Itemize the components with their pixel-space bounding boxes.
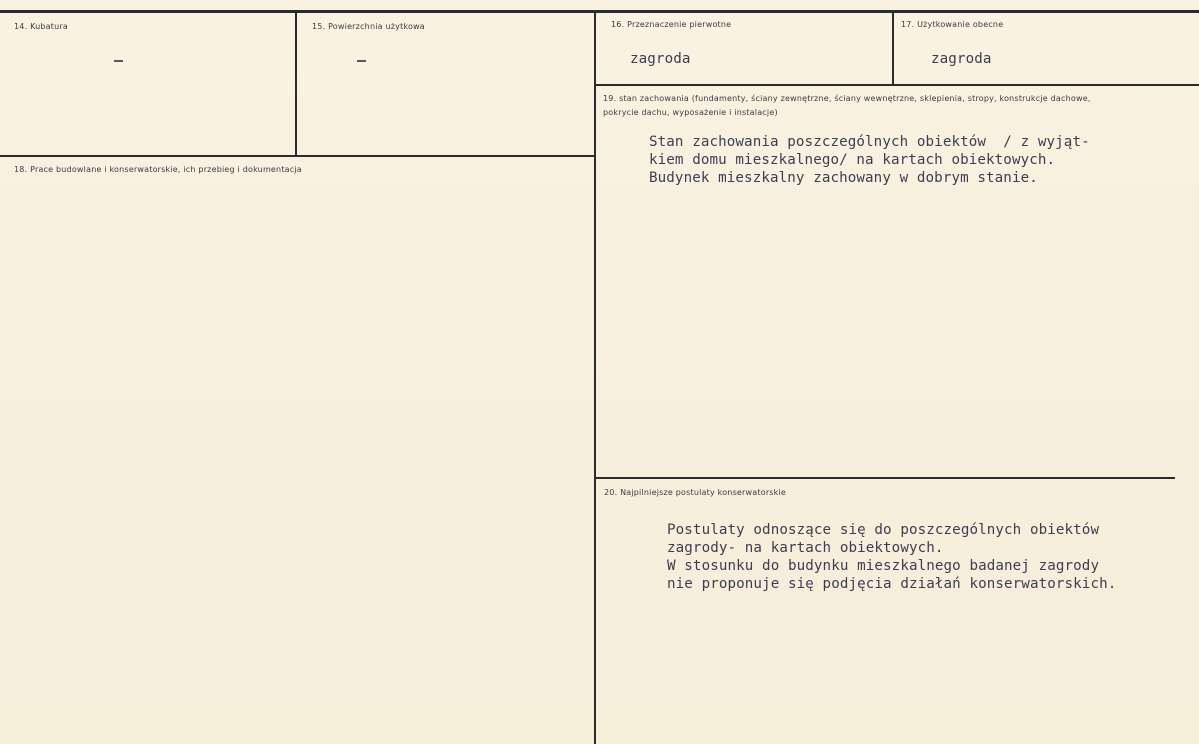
- field-16-label: 16. Przeznaczenie pierwotne: [611, 20, 732, 29]
- field-19-line-3: Budynek mieszkalny zachowany w dobrym stanie.: [649, 170, 1038, 186]
- field-19-line-1: Stan zachowania poszczególnych obiektów / z wyjąt-: [649, 134, 1090, 150]
- field-19-line-2: kiem domu mieszkalnego/ na kartach obiektowych.: [649, 152, 1056, 168]
- field-20-line-1: Postulaty odnoszące się do poszczególnych obiektów: [667, 522, 1100, 538]
- field-16-value: zagroda: [630, 51, 691, 67]
- divider-h-16-19: [594, 84, 1199, 86]
- field-20-line-3: W stosunku do budynku mieszkalnego badanej zagrody: [667, 558, 1100, 574]
- field-20-line-2: zagrody- na kartach obiektowych.: [667, 540, 944, 556]
- top-border: [0, 10, 1199, 13]
- field-17-value: zagroda: [931, 51, 992, 67]
- divider-v-16-17: [892, 12, 894, 85]
- field-14-value: [114, 60, 123, 62]
- divider-v-14-15: [295, 12, 297, 156]
- field-15-value: [357, 60, 366, 62]
- field-19-label: 19. stan zachowania (fundamenty, ściany zewnętrzne, ściany wewnętrzne, sklepienia, stropy, konstrukcje dachowe, pokrycie dachu, wyposażenie i instalacje): [603, 94, 1091, 117]
- divider-h-19-20: [594, 477, 1175, 479]
- field-15-label: 15. Powierzchnia użytkowa: [312, 22, 425, 31]
- field-18-label: 18. Prace budowlane i konserwatorskie, ich przebieg i dokumentacja: [14, 165, 302, 174]
- field-14-label: 14. Kubatura: [14, 22, 68, 31]
- field-17-label: 17. Użytkowanie obecne: [901, 20, 1004, 29]
- field-20-line-4: nie proponuje się podjęcia działań konserwatorskich.: [667, 576, 1117, 592]
- field-20-label: 20. Najpilniejsze postulaty konserwatorskie: [604, 488, 787, 497]
- divider-v-main: [594, 12, 596, 744]
- divider-h-left: [0, 155, 596, 157]
